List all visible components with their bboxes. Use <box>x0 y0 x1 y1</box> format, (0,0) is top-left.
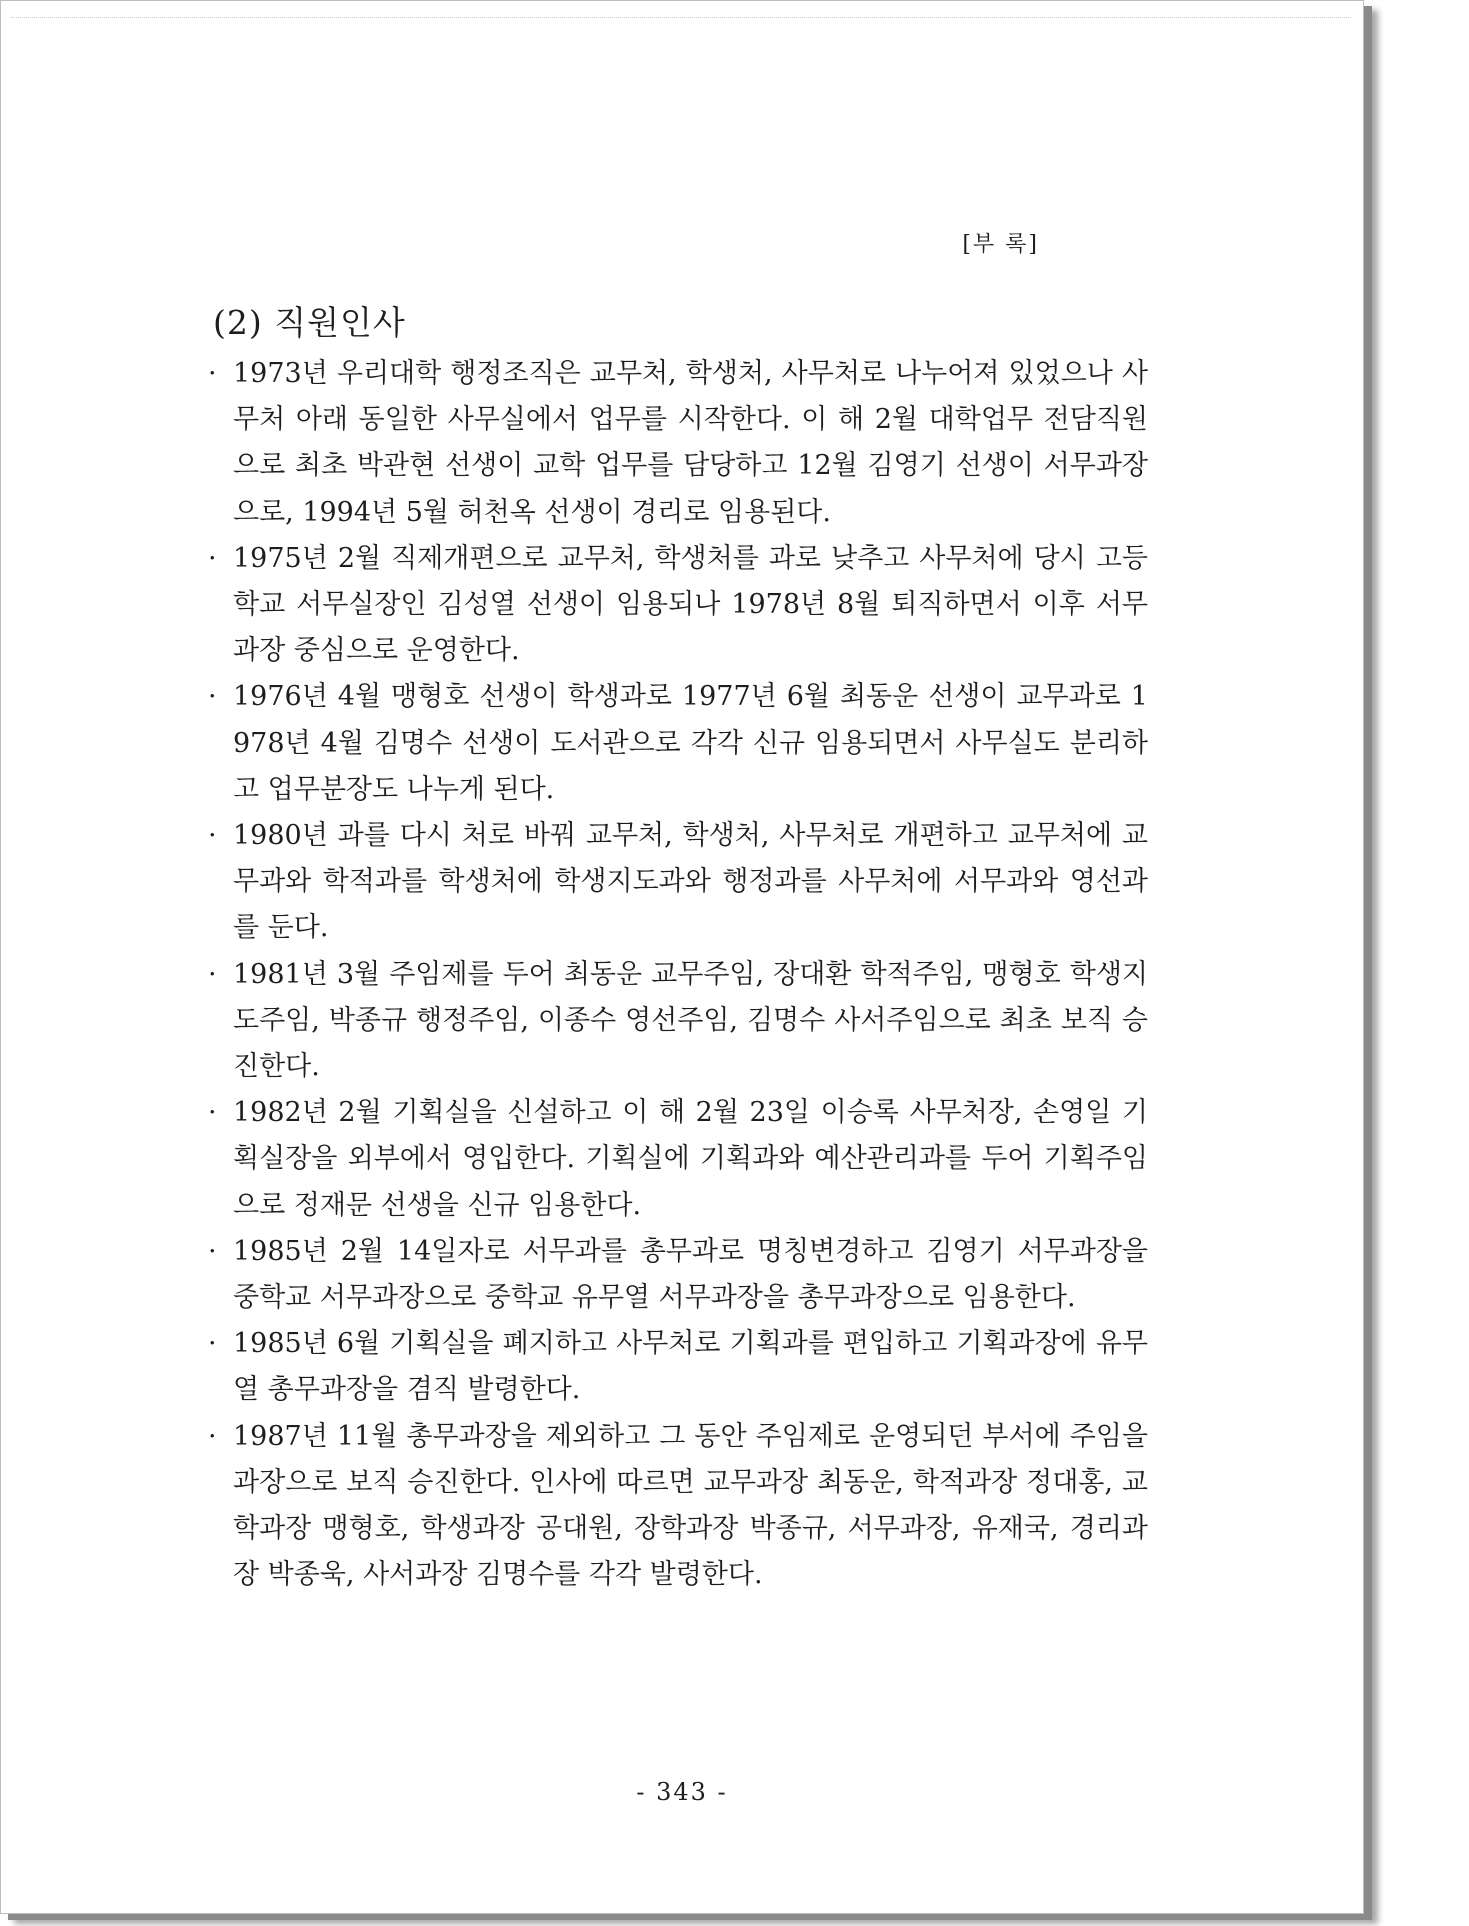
staff-personnel-list <box>208 351 1148 1598</box>
bullet-marker: · <box>208 820 217 852</box>
bullet-marker: · <box>208 358 217 389</box>
list-item <box>208 536 1148 675</box>
list-item-text: 1975년 2월 직제개편으로 교무처, 학생처를 과로 낮추고 사무처에 당시 고등학교 서무실장인 김성열 선생이 임용되나 1978년 8월 퇴직하면서 이후 서무과장 중심으로 운영한다. <box>233 542 1148 667</box>
section-title: (2) 직원인사 <box>213 303 406 342</box>
list-item-text: 1982년 2월 기획실을 신설하고 이 해 2월 23일 이승록 사무처장, 손영일 기획실장을 외부에서 영입한다. 기획실에 기획과와 예산관리과를 두어 기획주임으로 정재문 선생을 신규 임용한다. <box>233 1097 1148 1221</box>
list-item <box>208 1414 1148 1599</box>
list-item <box>208 813 1148 952</box>
list-item <box>208 1321 1148 1413</box>
bullet-marker: · <box>208 1420 217 1452</box>
list-item <box>208 952 1148 1091</box>
page-number: - 343 - <box>636 1778 728 1806</box>
list-item <box>208 674 1148 813</box>
list-item-text: 1973년 우리대학 행정조직은 교무처, 학생처, 사무처로 나누어져 있었으나 사무처 아래 동일한 사무실에서 업무를 시작한다. 이 해 2월 대학업무 전담직원으로 최초 박관현 선생이 교학 업무를 담당하고 12월 김영기 선생이 서무과장으로, 1994년 5월 허천옥 선생이 경리로 임용된다. <box>233 358 1148 528</box>
list-item <box>208 1090 1148 1229</box>
bullet-marker: · <box>208 1097 217 1129</box>
bullet-marker: · <box>208 681 217 713</box>
top-dotted-rule <box>11 17 1351 18</box>
bullet-marker: · <box>208 542 217 574</box>
list-item-text: 1980년 과를 다시 처로 바꿔 교무처, 학생처, 사무처로 개편하고 교무처에 교무과와 학적과를 학생처에 학생지도과와 행정과를 사무처에 서무과와 영선과를 둔다. <box>233 820 1148 944</box>
list-item <box>208 351 1148 536</box>
list-item-text: 1981년 3월 주임제를 두어 최동운 교무주임, 장대환 학적주임, 맹형호 학생지도주임, 박종규 행정주임, 이종수 영선주임, 김명수 사서주임으로 최초 보직 승진한다. <box>233 958 1148 1083</box>
bullet-marker: · <box>208 1235 217 1267</box>
bullet-marker: · <box>208 1328 217 1360</box>
list-item-text: 1985년 2월 14일자로 서무과를 총무과로 명칭변경하고 김영기 서무과장을 중학교 서무과장으로 중학교 유무열 서무과장을 총무과장으로 임용한다. <box>233 1235 1148 1314</box>
list-item-text: 1976년 4월 맹형호 선생이 학생과로 1977년 6월 최동운 선생이 교무과로 1978년 4월 김명수 선생이 도서관으로 각각 신규 임용되면서 사무실도 분리하고 업무분장도 나누게 된다. <box>233 681 1148 805</box>
list-item <box>208 1229 1148 1321</box>
list-item-text: 1987년 11월 총무과장을 제외하고 그 동안 주임제로 운영되던 부서에 주임을 과장으로 보직 승진한다. 인사에 따르면 교무과장 최동운, 학적과장 정대홍, 교학과장 맹형호, 학생과장 공대원, 장학과장 박종규, 서무과장, 유재국, 경리과장 박종욱, 사서과장 김명수를 각각 발령한다. <box>233 1420 1148 1591</box>
bullet-marker: · <box>208 958 217 990</box>
appendix-header-tag: [부 록] <box>962 232 1039 257</box>
list-item-text: 1985년 6월 기획실을 폐지하고 사무처로 기획과를 편입하고 기획과장에 유무열 총무과장을 겸직 발령한다. <box>233 1328 1148 1406</box>
